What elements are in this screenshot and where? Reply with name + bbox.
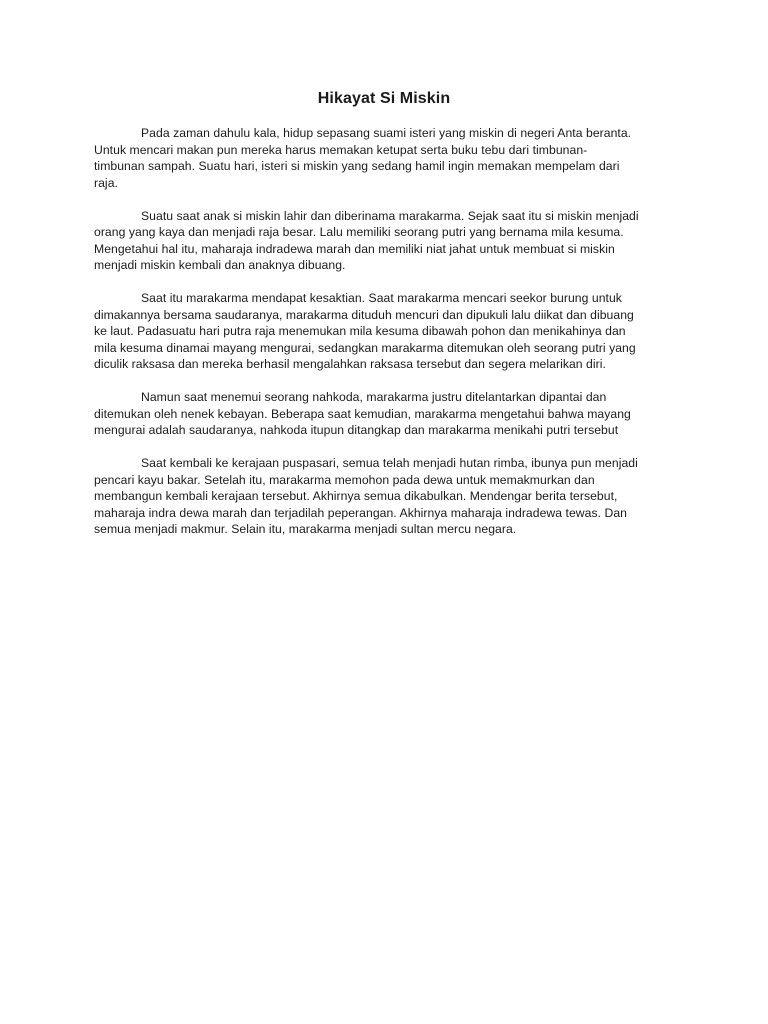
text-line: Pada zaman dahulu kala, hidup sepasang suami isteri yang miskin di negeri Anta beranta.	[141, 126, 632, 140]
document-body	[94, 88, 674, 554]
text-line: Saat kembali ke kerajaan puspasari, semua telah menjadi hutan rimba, ibunya pun menjadi	[141, 456, 638, 470]
text-line: Untuk mencari makan pun mereka harus memakan ketupat serta buku tebu dari timbunan-	[94, 142, 588, 157]
text-line: dimakannya bersama saudaranya, marakarma dituduh mencuri dan dipukuli lalu diikat dan dibuang	[94, 307, 634, 322]
text-line: raja.	[94, 175, 118, 190]
text-line: Saat itu marakarma mendapat kesaktian. Saat marakarma mencari seekor burung untuk	[141, 291, 622, 305]
paragraph	[94, 389, 674, 439]
text-line: membangun kembali kerajaan tersebut. Akhirnya semua dikabulkan. Mendengar berita tersebut,	[94, 489, 618, 503]
text-line: diculik raksasa dan mereka berhasil mengalahkan raksasa tersebut dan segera melarikan diri.	[94, 357, 606, 371]
paragraph	[94, 125, 674, 191]
text-line: Suatu saat anak si miskin lahir dan diberinama marakarma. Sejak saat itu si miskin menjadi	[141, 208, 639, 223]
text-line: pencari kayu bakar. Setelah itu, marakarma memohon pada dewa untuk memakmurkan dan	[94, 472, 595, 487]
text-line: maharaja indra dewa marah dan terjadilah peperangan. Akhirnya maharaja indradewa tewas. Dan	[94, 505, 627, 520]
text-line: semua menjadi makmur. Selain itu, marakarma menjadi sultan mercu negara.	[94, 522, 517, 536]
text-line: timbunan sampah. Suatu hari, isteri si miskin yang sedang hamil ingin memakan mempelam dari	[94, 159, 620, 173]
text-line: orang yang kaya dan menjadi raja besar. Lalu memiliki seorang putri yang bernama mila kesuma.	[94, 225, 624, 239]
paragraph	[94, 290, 674, 373]
paragraph	[94, 455, 674, 538]
text-line: menjadi miskin kembali dan anaknya dibuang.	[94, 258, 346, 272]
text-line: Namun saat menemui seorang nahkoda, marakarma justru ditelantarkan dipantai dan	[141, 390, 607, 404]
text-line: mengurai adalah saudaranya, nahkoda itupun ditangkap dan marakarma menikahi putri tersebut	[94, 423, 619, 437]
text-line: Mengetahui hal itu, maharaja indradewa marah dan memiliki niat jahat untuk membuat si miskin	[94, 241, 615, 256]
paragraph	[94, 208, 674, 274]
document-title: Hikayat Si Miskin	[317, 90, 451, 107]
text-line: ke laut. Padasuatu hari putra raja menemukan mila kesuma dibawah pohon dan menikahinya dan	[94, 324, 626, 338]
text-line: mila kesuma dinamai mayang mengurai, sedangkan marakarma ditemukan oleh seorang putri yang	[94, 340, 636, 355]
text-line: ditemukan oleh nenek kebayan. Beberapa saat kemudian, marakarma mengetahui bahwa mayang	[94, 406, 631, 421]
